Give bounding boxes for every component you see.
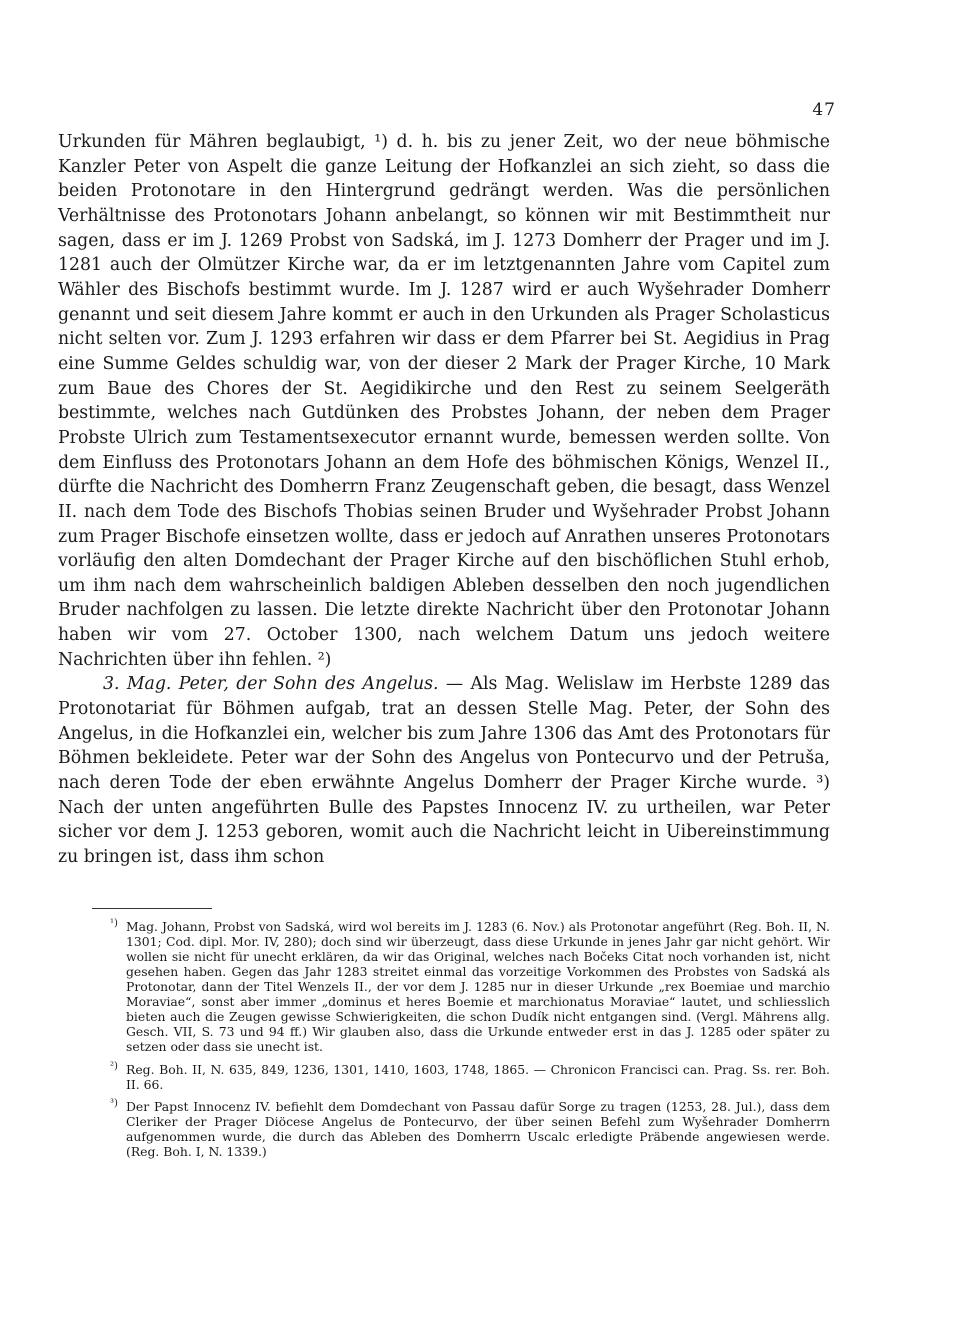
- footnote-text: Mag. Johann, Probst von Sadská, wird wol bereits im J. 1283 (6. Nov.) als Protonotar angeführt (Reg. Boh. II, N. 1301; Cod. dipl. Mor. IV, 280); doch sind wir überzeugt, dass diese Urkunde in jenes Jahr gar nicht gehört. Wir wollen sie nicht für unecht erklären, da wir das Original, welches nach Bočeks Citat noch vorhanden ist, nicht gesehen haben. Gegen das Jahr 1283 streitet einmal das vorzeitige Vorkommen des Probstes von Sadská als Protonotar, dann der Titel Wenzels II., der vor dem J. 1285 nur in dieser Urkunde „rex Boemiae und marchio Moraviae“, sonst aber immer „dominus et heres Boemie et marchionatus Moraviae“ lautet, und schliesslich bieten auch die Zeugen gewisse Schwierigkeiten, die schon Dudík nicht entgangen sind. (Vergl. Mährens allg. Gesch. VII, S. 73 und 94 ff.) Wir glauben also, dass die Urkunde entweder erst in das J. 1285 oder später zu setzen oder dass sie unecht ist.: [126, 918, 830, 1055]
- footnote-1: [92, 919, 830, 1055]
- footnote-text: Der Papst Innocenz IV. befiehlt dem Domdechant von Passau dafür Sorge zu tragen (1253, 28. Jul.), dass dem Cleriker der Prager Diöcese Angelus de Pontecurvo, der über seinen Befehl zum Wyšehrader Domherrn aufgenommen wurde, die durch das Ableben des Domherrn Uscalc erledigte Präbende angewiesen werde. (Reg. Boh. I, N. 1339.): [126, 1098, 830, 1159]
- footnote-3: [92, 1099, 830, 1159]
- paragraph-2-text: — Als Mag. Welislaw im Herbste 1289 das Protonotariat für Böhmen aufgab, trat an dessen Stelle Mag. Peter, der Sohn des Angelus, in die Hofkanzlei ein, welcher bis zum Jahre 1306 das Amt des Protonotars für Böhmen bekleidete. Peter war der Sohn des Angelus von Pontecurvo und der Petruša, nach deren Tode der eben erwähnte Angelus Domherr der Prager Kirche wurde. ³) Nach der unten angeführten Bulle des Papstes Innocenz IV. zu urtheilen, war Peter sicher vor dem J. 1253 geboren, womit auch die Nachricht leicht in Uibereinstimmung zu bringen ist, dass ihm schon: [58, 674, 831, 868]
- body-text: [58, 130, 830, 870]
- footnote-mark: ²): [110, 1060, 118, 1072]
- footnote-mark: ³): [110, 1097, 118, 1109]
- section-heading: 3. Mag. Peter, der Sohn des Angelus.: [102, 674, 439, 695]
- page-number: 47: [812, 100, 836, 120]
- footnotes: [92, 919, 830, 1159]
- footnote-text: Reg. Boh. II, N. 635, 849, 1236, 1301, 1410, 1603, 1748, 1865. — Chronicon Francisci can. Prag. Ss. rer. Boh. II. 66.: [126, 1061, 830, 1092]
- footnote-divider: [92, 908, 212, 909]
- footnote-2: [92, 1062, 830, 1092]
- footnote-mark: ¹): [110, 917, 118, 929]
- paragraph-2: [58, 672, 830, 869]
- paragraph-1: Urkunden für Mähren beglaubigt, ¹) d. h. bis zu jener Zeit, wo der neue böhmische Kanzler Peter von Aspelt die ganze Leitung der Hofkanzlei an sich zieht, so dass die beiden Protonotare in den Hintergrund gedrängt werden. Was die persönlichen Verhältnisse des Protonotars Johann anbelangt, so können wir mit Bestimmtheit nur sagen, dass er im J. 1269 Probst von Sadská, im J. 1273 Domherr der Prager und im J. 1281 auch der Olmützer Kirche war, da er im letztgenannten Jahre vom Capitel zum Wähler des Bischofs bestimmt wurde. Im J. 1287 wird er auch Wyšehrader Domherr genannt und seit diesem Jahre kommt er auch in den Urkunden als Prager Scholasticus nicht selten vor. Zum J. 1293 erfahren wir dass er dem Pfarrer bei St. Aegidius in Prag eine Summe Geldes schuldig war, von der dieser 2 Mark der Prager Kirche, 10 Mark zum Baue des Chores der St. Aegidikirche und den Rest zu seinem Seelgeräth bestimmte, welches nach Gutdünken des Probstes Johann, der neben dem Prager Probste Ulrich zum Testamentsexecutor ernannt wurde, bemessen werden sollte. Von dem Einfluss des Protonotars Johann an dem Hofe des böhmischen Königs, Wenzel II., dürfte die Nachricht des Domherrn Franz Zeugenschaft geben, die besagt, dass Wenzel II. nach dem Tode des Bischofs Thobias seinen Bruder und Wyšehrader Probst Johann zum Prager Bischofe einsetzen wollte, dass er jedoch auf Anrathen unseres Protonotars vorläufig den alten Domdechant der Prager Kirche auf den bischöflichen Stuhl erhob, um ihm nach dem wahrscheinlich baldigen Ableben desselben den noch jugendlichen Bruder nachfolgen zu lassen. Die letzte direkte Nachricht über den Protonotar Johann haben wir vom 27. October 1300, nach welchem Datum uns jedoch weitere Nachrichten über ihn fehlen. ²): [58, 132, 830, 670]
